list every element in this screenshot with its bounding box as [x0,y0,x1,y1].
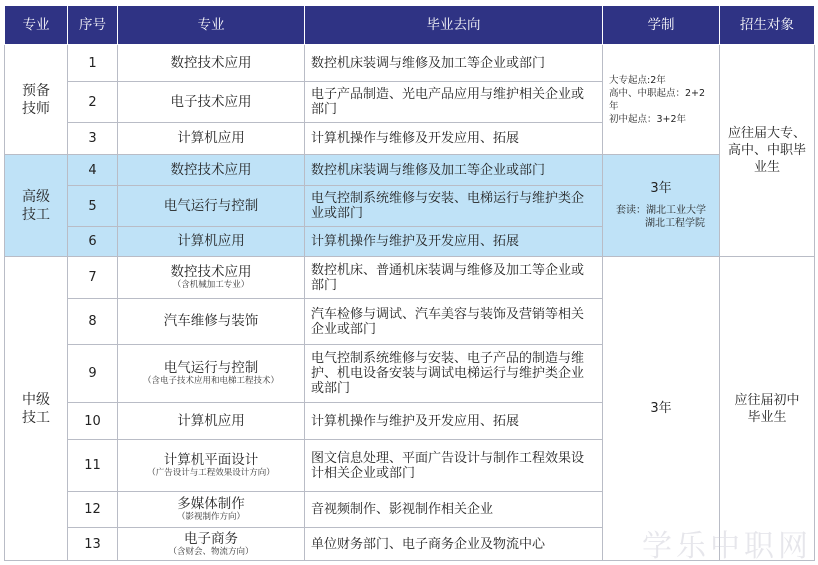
duration-group-2 [603,155,720,257]
row-destination: 计算机操作与维护及开发应用、拓展 [305,227,603,257]
row-major-cell [118,257,305,299]
header-category: 专业 [5,6,68,45]
row-number: 10 [68,403,118,440]
row-major: 计算机应用 [118,227,305,257]
target-text: 应往届初中毕业生 [734,392,800,425]
duration-main: 3年 [650,181,672,196]
row-major: 数控技术应用 [170,264,252,280]
row-destination: 计算机操作与维修及开发应用、拓展 [305,123,603,155]
row-major-note: （含电子技术应用和电梯工程技术） [142,376,279,386]
row-major: 汽车维修与装饰 [118,299,305,345]
header-destination: 毕业去向 [305,6,603,45]
enrollment-table [4,5,815,561]
table-row [5,45,815,82]
row-number: 1 [68,45,118,82]
row-major-note: （广告设计与工程效果设计方向） [147,468,275,478]
row-destination: 电子产品制造、光电产品应用与维护相关企业或部门 [305,82,603,123]
group-label-1 [5,45,68,155]
row-destination: 单位财务部门、电子商务企业及物流中心 [305,528,603,561]
group-label-2 [5,155,68,257]
row-number: 13 [68,528,118,561]
row-major-note: （含财会、物流方向） [168,546,254,557]
row-major: 电子技术应用 [118,82,305,123]
row-number: 4 [68,155,118,186]
row-number: 11 [68,440,118,492]
row-destination: 数控机床装调与维修及加工等企业或部门 [305,45,603,82]
row-number: 5 [68,186,118,227]
row-destination: 计算机操作与维护及开发应用、拓展 [305,403,603,440]
row-destination: 数控机床装调与维修及加工等企业或部门 [305,155,603,186]
row-number: 6 [68,227,118,257]
row-major: 数控技术应用 [118,155,305,186]
row-destination: 汽车检修与调试、汽车美容与装饰及营销等相关企业或部门 [305,299,603,345]
duration-line: 大专起点:2年 [609,74,666,86]
duration-note: 套读：湖北工业大学 [616,205,706,216]
row-major: 电气运行与控制 [118,186,305,227]
row-major-cell [118,440,305,492]
row-major-note: （含机械加工专业） [172,280,250,290]
row-number: 9 [68,345,118,403]
row-destination: 电气控制系统维修与安装、电梯运行与维护类企业或部门 [305,186,603,227]
row-major: 电子商务 [184,530,238,547]
duration-group-3: 3年 [603,257,720,561]
row-major: 计算机应用 [118,123,305,155]
row-major: 计算机平面设计 [163,452,259,468]
header-target: 招生对象 [720,6,815,45]
target-text: 应往届大专、高中、中职毕业生 [727,126,806,175]
target-group-12 [720,45,815,257]
table-row [5,155,815,186]
row-number: 2 [68,82,118,123]
row-major-note: （影视制作方向） [176,512,245,522]
row-number: 8 [68,299,118,345]
duration-line: 高中、中职起点：2+2年 [609,87,706,112]
duration-line: 初中起点：3+2年 [609,113,687,125]
row-major-cell [118,492,305,528]
row-number: 7 [68,257,118,299]
row-major: 计算机应用 [118,403,305,440]
row-major: 电气运行与控制 [163,360,259,376]
row-major-cell [118,528,305,561]
duration-note: 湖北工程学院 [645,218,705,229]
header-major: 专业 [118,6,305,45]
header-duration: 学制 [603,6,720,45]
group-label-3 [5,257,68,561]
row-destination: 数控机床、普通机床装调与维修及加工等企业或部门 [305,257,603,299]
row-number: 3 [68,123,118,155]
row-major-cell [118,345,305,403]
row-destination: 音视频制作、影视制作相关企业 [305,492,603,528]
group-2-text: 高级技工 [22,188,50,223]
row-major: 多媒体制作 [177,496,245,512]
table-row [5,257,815,299]
duration-group-1 [603,45,720,155]
target-group-3 [720,257,815,561]
group-1-text: 预备技师 [22,82,50,117]
row-destination: 图文信息处理、平面广告设计与制作工程效果设计相关企业或部门 [305,440,603,492]
row-number: 12 [68,492,118,528]
row-destination: 电气控制系统维修与安装、电子产品的制造与维护、机电设备安装与调试电梯运行与维护类企业或部门 [305,345,603,403]
row-major: 数控技术应用 [118,45,305,82]
header-number: 序号 [68,6,118,45]
header-row [5,6,815,45]
group-3-text: 中级技工 [22,391,50,426]
watermark: 学乐中职网 [642,529,812,564]
